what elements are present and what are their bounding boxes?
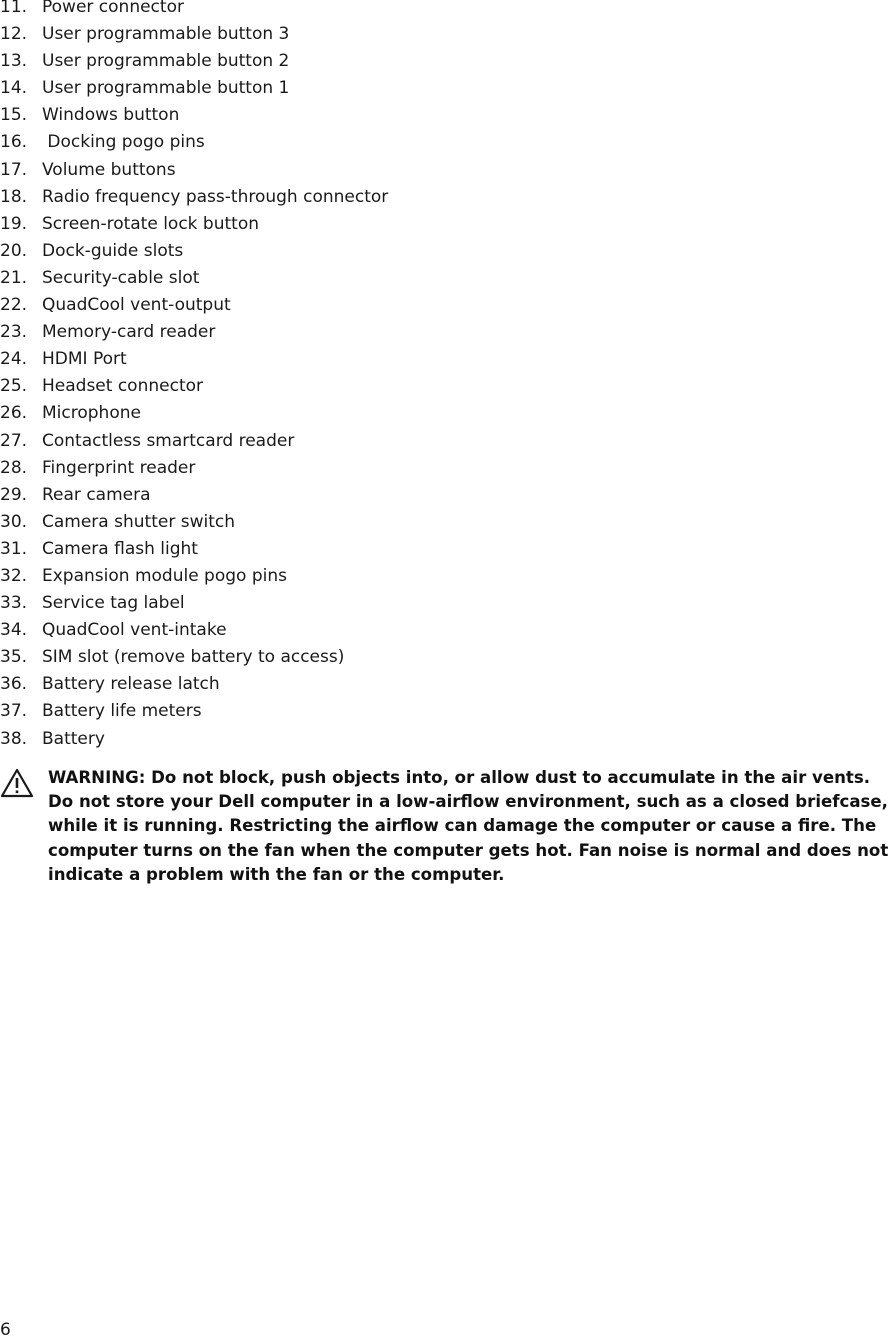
item-label: Fingerprint reader — [42, 457, 196, 478]
item-number: 19. — [0, 213, 28, 234]
item-label: Camera shutter switch — [42, 511, 235, 532]
page-number: 6 — [0, 1320, 11, 1340]
item-number: 30. — [0, 511, 28, 532]
item-number: 13. — [0, 51, 28, 72]
item-number: 34. — [0, 620, 28, 641]
item-label: Battery life meters — [42, 701, 202, 722]
item-label: QuadCool vent-output — [42, 295, 231, 316]
item-label: Radio frequency pass-through connector — [42, 186, 389, 207]
item-number: 15. — [0, 105, 28, 126]
item-number: 33. — [0, 593, 28, 614]
item-label: User programmable button 2 — [42, 51, 290, 72]
item-label: Power connector — [42, 0, 184, 17]
item-number: 31. — [0, 538, 28, 559]
item-label: Memory-card reader — [42, 322, 216, 343]
item-label: Screen-rotate lock button — [42, 213, 259, 234]
item-label: Volume buttons — [42, 159, 176, 180]
item-number: 38. — [0, 728, 28, 749]
item-label: User programmable button 1 — [42, 78, 290, 99]
item-number: 11. — [0, 0, 28, 17]
item-label: Rear camera — [42, 484, 151, 505]
item-number: 37. — [0, 701, 28, 722]
warning-text: WARNING: Do not block, push objects into, or allow dust to accumulate in the air vents. Do not store your Dell computer in a low-airflow environment, such as a closed briefcase, while it is running. Restricting the airflow can damage the computer or cause a fire. The computer turns on the fan when the computer gets hot. Fan noise is normal and does not indicate a problem with the fan or the computer. — [48, 768, 889, 884]
item-number: 29. — [0, 484, 28, 505]
item-number: 22. — [0, 295, 28, 316]
item-number: 12. — [0, 24, 28, 45]
item-number: 26. — [0, 403, 28, 424]
item-number: 35. — [0, 647, 28, 668]
item-number: 27. — [0, 430, 28, 451]
item-label: User programmable button 3 — [42, 24, 290, 45]
item-number: 23. — [0, 322, 28, 343]
item-number: 18. — [0, 186, 28, 207]
item-label: Contactless smartcard reader — [42, 430, 295, 451]
item-number: 16. — [0, 132, 28, 153]
item-number: 14. — [0, 78, 28, 99]
item-number: 36. — [0, 674, 28, 695]
item-label: Docking pogo pins — [42, 132, 205, 153]
item-label: Camera flash light — [42, 538, 198, 559]
item-label: SIM slot (remove battery to access) — [42, 647, 345, 668]
item-label: Windows button — [42, 105, 180, 126]
item-label: Battery release latch — [42, 674, 220, 695]
warning-triangle-icon — [0, 768, 34, 798]
item-label: HDMI Port — [42, 349, 127, 370]
item-label: Expansion module pogo pins — [42, 565, 287, 586]
item-number: 32. — [0, 565, 28, 586]
item-label: Service tag label — [42, 593, 185, 614]
item-number: 17. — [0, 159, 28, 180]
item-label: Microphone — [42, 403, 141, 424]
item-number: 25. — [0, 376, 28, 397]
item-number: 28. — [0, 457, 28, 478]
item-number: 21. — [0, 267, 28, 288]
item-label: Dock-guide slots — [42, 240, 184, 261]
item-label: Headset connector — [42, 376, 203, 397]
item-label: Security-cable slot — [42, 267, 200, 288]
item-number: 20. — [0, 240, 28, 261]
item-number: 24. — [0, 349, 28, 370]
item-label: QuadCool vent-intake — [42, 620, 227, 641]
item-label: Battery — [42, 728, 105, 749]
